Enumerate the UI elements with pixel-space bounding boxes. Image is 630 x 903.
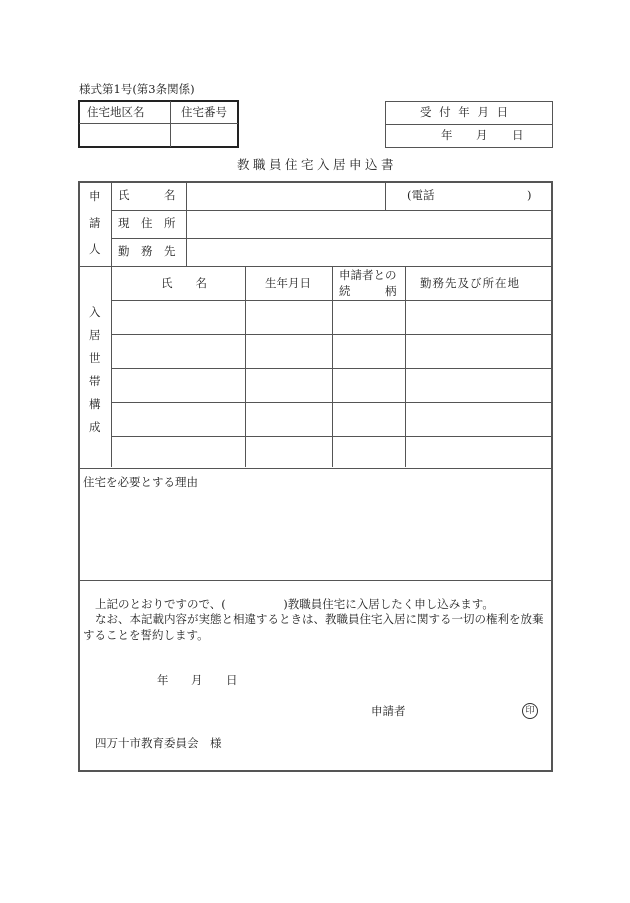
- household-row-3[interactable]: [113, 370, 551, 401]
- housing-district-field[interactable]: [80, 125, 169, 146]
- household-col-relation-1: 申請者との: [339, 268, 397, 282]
- household-col-relation-2: 続 柄: [339, 284, 397, 298]
- applicant-bottom-divider: [79, 266, 552, 267]
- household-side-char-3: 世: [89, 351, 101, 365]
- household-col-divider-1: [245, 267, 246, 467]
- household-row-divider-4: [112, 436, 552, 437]
- household-side-char-4: 帯: [89, 374, 101, 388]
- date-month: 月: [191, 673, 203, 687]
- household-header-divider: [112, 300, 552, 301]
- household-row-2[interactable]: [113, 336, 551, 367]
- housing-number-field[interactable]: [172, 125, 237, 146]
- household-bottom-divider: [79, 468, 552, 469]
- household-side-char-6: 成: [89, 420, 101, 434]
- applicant-label-divider: [186, 182, 187, 266]
- household-col-divider-2: [332, 267, 333, 467]
- row-divider-1: [112, 210, 552, 211]
- housing-district-label: 住宅地区名: [87, 105, 145, 119]
- household-col-work: 勤務先及び所在地: [420, 276, 520, 290]
- applicant-side-char-2: 請: [89, 216, 101, 230]
- address-field[interactable]: [188, 212, 550, 236]
- declaration-line-1: 上記のとおりですので、( )教職員住宅に入居したく申し込みます。: [95, 597, 494, 611]
- household-col-divider-3: [405, 267, 406, 467]
- applicant-side-divider: [111, 182, 112, 467]
- household-row-1[interactable]: [113, 302, 551, 333]
- reception-header: 受 付 年 月 日: [420, 105, 511, 119]
- workplace-label: 勤 務 先: [118, 244, 176, 258]
- row-divider-2: [112, 238, 552, 239]
- phone-label: (電話: [407, 188, 435, 202]
- household-side-char-2: 居: [89, 328, 101, 342]
- reception-month: 月: [476, 128, 488, 142]
- housing-box-hdivider: [79, 123, 238, 124]
- household-col-birth: 生年月日: [265, 276, 311, 290]
- address-label: 現 住 所: [118, 216, 176, 230]
- household-row-5[interactable]: [113, 438, 551, 467]
- reception-box-divider: [386, 124, 552, 125]
- addressee: 四万十市教育委員会 様: [95, 736, 222, 750]
- reception-year: 年: [441, 128, 453, 142]
- form-number: 様式第1号(第3条関係): [79, 82, 195, 96]
- household-col-name: 氏 名: [161, 276, 207, 290]
- applicant-name-label: 氏 名: [118, 188, 176, 202]
- household-row-divider-3: [112, 402, 552, 403]
- housing-box-vdivider: [170, 101, 171, 147]
- declaration-line-2: なお、本記載内容が実態と相違するときは、教職員住宅入居に関する一切の権利を放棄: [95, 612, 544, 626]
- applicant-side-char-3: 人: [89, 242, 101, 256]
- housing-number-label: 住宅番号: [181, 105, 227, 119]
- date-day: 日: [226, 673, 238, 687]
- reason-label: 住宅を必要とする理由: [83, 475, 198, 489]
- reason-field[interactable]: [81, 494, 550, 578]
- reason-bottom-divider: [79, 580, 552, 581]
- phone-field[interactable]: [440, 184, 524, 208]
- reception-day: 日: [512, 128, 524, 142]
- phone-close: ): [527, 188, 532, 202]
- applicant-signature-label: 申請者: [371, 704, 406, 718]
- household-row-divider-1: [112, 334, 552, 335]
- declaration-line-3: することを誓約します。: [83, 628, 209, 642]
- seal-mark: 印: [522, 703, 538, 719]
- workplace-field[interactable]: [188, 240, 550, 264]
- household-side-char-1: 入: [89, 305, 101, 319]
- household-row-divider-2: [112, 368, 552, 369]
- household-row-4[interactable]: [113, 404, 551, 435]
- household-side-char-5: 構: [89, 397, 101, 411]
- phone-divider: [385, 182, 386, 210]
- applicant-name-field[interactable]: [188, 184, 383, 208]
- applicant-side-char-1: 申: [89, 189, 101, 203]
- date-year: 年: [157, 673, 169, 687]
- form-title: 教職員住宅入居申込書: [237, 157, 398, 172]
